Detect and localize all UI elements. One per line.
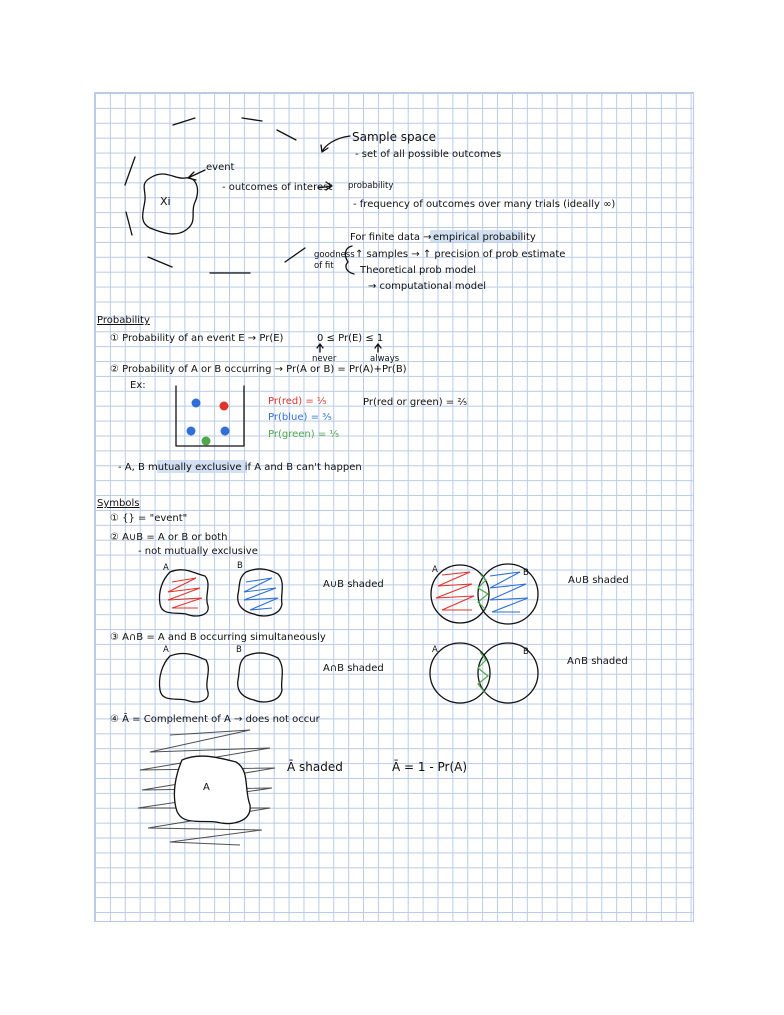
sample-space-arrow [321, 136, 350, 152]
urn-box [176, 386, 244, 446]
probability-range: 0 ≤ Pr(E) ≤ 1 [317, 333, 384, 344]
event-label: event [206, 162, 235, 173]
union-shade-blue [244, 578, 278, 610]
venn-union-shade-red [436, 572, 474, 610]
int-blob-b-label: B [236, 645, 242, 655]
pr-red-or-green: Pr(red or green) = ⅖ [363, 397, 468, 408]
sample-space-title: Sample space [352, 130, 437, 144]
complement-blob-label: A [203, 782, 210, 793]
never-arrow [317, 344, 323, 352]
not-mutually-exclusive: - not mutually exclusive [138, 546, 258, 557]
venn-union-a-label: A [432, 565, 438, 575]
probability-item-2: ② Probability of A or B occurring → Pr(A or B) = Pr(A)+Pr(B) [110, 364, 407, 375]
venn-union-shade-blue [490, 572, 528, 612]
venn-int-b-label: B [523, 647, 529, 657]
complement-formula: Ā = 1 - Pr(A) [392, 760, 468, 774]
probability-heading: Probability [97, 315, 150, 326]
symbols-heading: Symbols [97, 498, 140, 509]
of-fit-label: of fit [314, 261, 334, 271]
symbols-item-4: ④ Ā = Complement of A → does not occur [110, 714, 320, 725]
pr-red: Pr(red) = ⅕ [268, 396, 327, 407]
complement-blob-a [174, 756, 250, 823]
union-shade-red [168, 578, 202, 608]
symbols-item-3: ③ A∩B = A and B occurring simultaneously [110, 632, 326, 643]
probability-item-1: ① Probability of an event E → Pr(E) [110, 333, 284, 344]
pr-blue: Pr(blue) = ⅗ [268, 412, 332, 423]
goodness-label: goodness [314, 250, 355, 260]
union-blob-a-label: A [163, 563, 169, 573]
marble-blue-3 [221, 427, 230, 436]
frequency-note: - frequency of outcomes over many trials (ideally ∞) [353, 199, 616, 210]
outcomes-of-interest: - outcomes of interest [222, 182, 333, 193]
theoretical-model: Theoretical prob model [360, 265, 477, 276]
union-blob-b-label: B [237, 561, 243, 571]
finite-data: For finite data → [350, 232, 432, 243]
probability-word: probability [348, 181, 394, 191]
symbols-item-1: ① {} = "event" [110, 513, 188, 524]
event-arrow [188, 170, 205, 180]
pr-green: Pr(green) = ⅕ [268, 429, 340, 440]
venn-int-circle-b [478, 643, 538, 703]
never-label: never [312, 354, 337, 364]
samples-precision: ↑ samples → ↑ precision of prob estimate [355, 249, 566, 260]
marble-blue-1 [192, 399, 201, 408]
marble-red [220, 402, 229, 411]
int-blob-b [238, 653, 283, 702]
symbols-item-2: ② A∪B = A or B or both [110, 532, 228, 543]
int-blob-a [159, 653, 208, 701]
venn-union-b-label: B [523, 568, 529, 578]
mutually-exclusive-note: - A, B mutually exclusive if A and B can't happen [118, 462, 362, 473]
complement-shaded: Ā shaded [287, 760, 343, 774]
always-label: always [370, 354, 400, 364]
union-shaded-right: A∪B shaded [568, 575, 629, 586]
intersection-shaded-right: A∩B shaded [567, 656, 628, 667]
marble-green [202, 437, 211, 446]
union-shaded-left: A∪B shaded [323, 579, 384, 590]
int-blob-a-label: A [163, 645, 169, 655]
sample-space-dashed-ellipse [125, 118, 305, 273]
empirical-probability: empirical probability [433, 232, 536, 243]
xi-label: Xi [160, 195, 171, 208]
venn-int-circle-a [430, 643, 490, 703]
venn-int-a-label: A [432, 645, 438, 655]
example-label: Ex: [130, 380, 146, 391]
all-outcomes: - set of all possible outcomes [355, 149, 502, 160]
always-arrow [375, 344, 381, 352]
computational-model: → computational model [368, 281, 487, 292]
intersection-shaded-left: A∩B shaded [323, 663, 384, 674]
union-blob-a [159, 570, 208, 616]
marble-blue-2 [187, 427, 196, 436]
